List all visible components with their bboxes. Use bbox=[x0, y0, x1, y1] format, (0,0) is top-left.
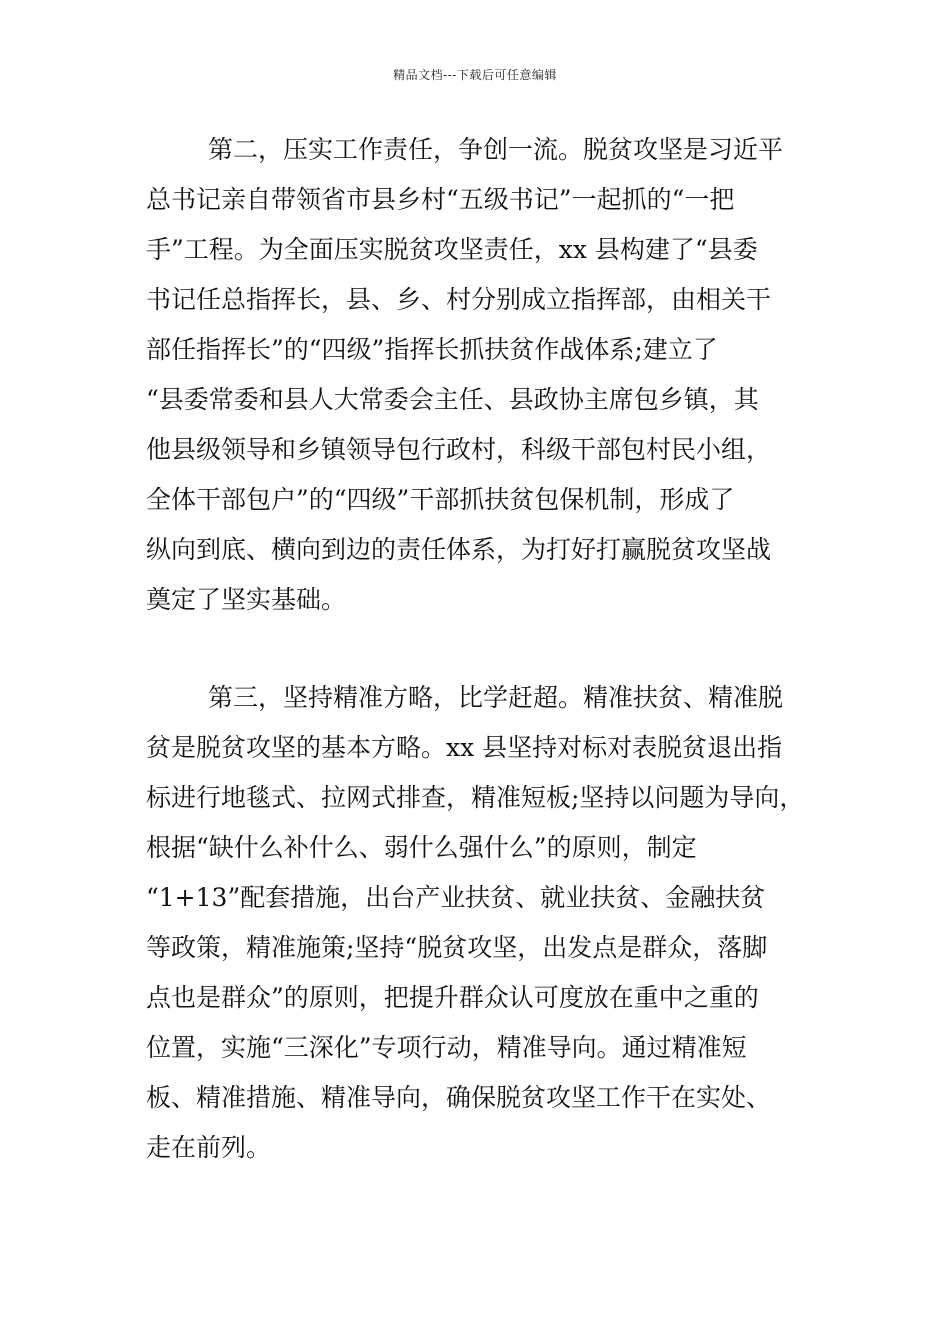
paragraph-line: 总书记亲自带领省市县乡村“五级书记”一起抓的“一把 bbox=[146, 185, 735, 214]
paragraph-line: 位置，实施“三深化”专项行动，精准导向。通过精准短 bbox=[146, 1033, 747, 1062]
paragraph-third bbox=[146, 673, 816, 1173]
paragraph-line: 奠定了坚实基础。 bbox=[146, 585, 347, 614]
paragraph-line: 纵向到底、横向到边的责任体系，为打好打赢脱贫攻坚战 bbox=[146, 535, 772, 564]
paragraph-line: 标进行地毯式、拉网式排查，精准短板;坚持以问题为导向， bbox=[146, 783, 805, 812]
paragraph-line: 手”工程。为全面压实脱贫攻坚责任，xx 县构建了“县委 bbox=[146, 235, 758, 264]
paragraph-line: 点也是群众”的原则，把提升群众认可度放在重中之重的 bbox=[146, 983, 759, 1012]
paragraph-line: 贫是脱贫攻坚的基本方略。xx 县坚持对标对表脱贫退出指 bbox=[146, 733, 783, 762]
paragraph-line: 第三，坚持精准方略，比学赶超。精准扶贫、精准脱 bbox=[208, 683, 784, 712]
paragraph-line: 书记任总指挥长，县、乡、村分别成立指挥部，由相关干 bbox=[146, 285, 772, 314]
paragraph-line: 部任指挥长”的“四级”指挥长抓扶贫作战体系;建立了 bbox=[146, 335, 718, 364]
paragraph-second bbox=[146, 125, 816, 625]
paragraph-line: 根据“缺什么补什么、弱什么强什么”的原则，制定 bbox=[146, 833, 697, 862]
paragraph-line: 板、精准措施、精准导向，确保脱贫攻坚工作干在实处、 bbox=[146, 1083, 772, 1112]
paragraph-line: 他县级领导和乡镇领导包行政村，科级干部包村民小组， bbox=[146, 435, 772, 464]
paragraph-line: 第二，压实工作责任，争创一流。脱贫攻坚是习近平 bbox=[208, 135, 784, 164]
paragraph-line: “1+13”配套措施，出台产业扶贫、就业扶贫、金融扶贫 bbox=[146, 883, 766, 912]
paragraph-line: 等政策，精准施策;坚持“脱贫攻坚，出发点是群众，落脚 bbox=[146, 933, 768, 962]
page-header: 精品文档---下载后可任意编辑 bbox=[393, 68, 557, 82]
paragraph-line: 全体干部包户”的“四级”干部抓扶贫包保机制，形成了 bbox=[146, 485, 735, 514]
paragraph-line: 走在前列。 bbox=[146, 1133, 272, 1162]
paragraph-line: “县委常委和县人大常委会主任、县政协主席包乡镇，其 bbox=[146, 385, 759, 414]
